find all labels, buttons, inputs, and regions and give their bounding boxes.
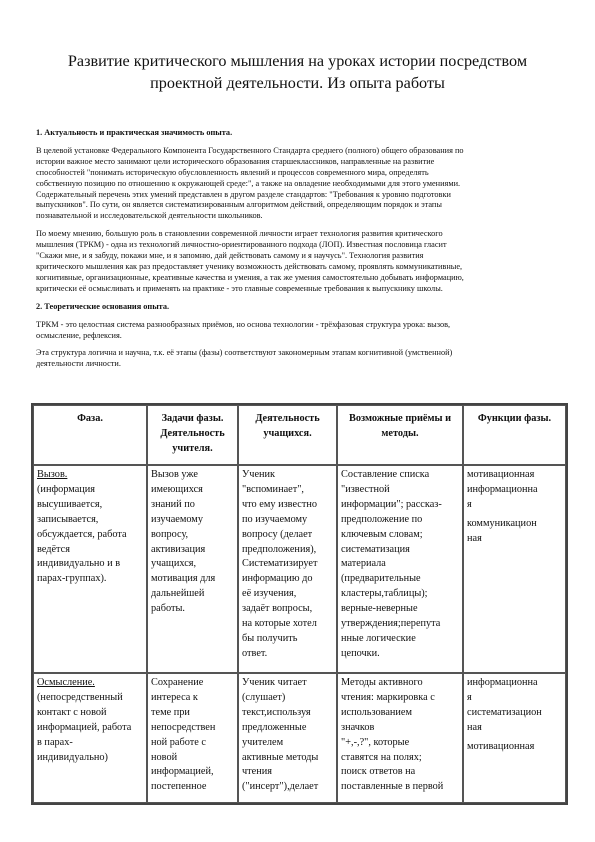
cell-line: чтения: [242, 766, 273, 778]
cell-line: её изучения,: [242, 588, 297, 600]
text-line: осмысление, рефлексия.: [36, 330, 122, 340]
cell-line: бы получить: [242, 632, 298, 644]
cell-line: непосредствен: [151, 721, 216, 733]
cell-line: активные методы: [242, 751, 319, 763]
cell-line: индивидуально): [37, 751, 108, 763]
cell-line: (информация: [37, 483, 96, 495]
cell-line: ("инсерт"),делает: [242, 781, 319, 793]
cell-line: поставленные в первой: [341, 781, 444, 793]
cell-tasks: [147, 673, 238, 803]
cell-line: (непосредственный: [37, 691, 123, 703]
cell-line: информацию до: [242, 573, 313, 585]
cell-line: использованием: [341, 706, 412, 718]
cell-line: Составление списка: [341, 469, 430, 480]
text-line: По моему мнению, большую роль в становлении современной личности играет технология развития критического: [36, 229, 443, 239]
cell-students: [238, 465, 337, 673]
cell-line: текст,используя: [242, 706, 311, 718]
text-line: способностей "понимать историческую обусловленность явлений и процессов современного мира, определять: [36, 167, 429, 177]
cell-line: ная: [467, 532, 482, 544]
text-line: деятельности личности.: [36, 359, 121, 369]
header-text: Функции фазы.: [477, 413, 552, 424]
cell-functions: [463, 465, 566, 673]
text-line: Эта структура логична и научна, т.к. её этапы (фазы) соответствуют закономерным этапам когнитивной (умственной): [36, 348, 453, 358]
cell-line: контакт с новой: [37, 706, 107, 718]
header-text: Возможные приёмы и: [348, 413, 452, 424]
text-line: выпускников". По сути, он является систематизированным алгоритмом действий, определяющим порядок и этапы: [36, 200, 442, 210]
cell-line: коммуникацион: [467, 517, 537, 529]
text-line: Содержательный перечень этих умений представлен в другом разделе стандартов: "Требования к уровню подготовки: [36, 189, 451, 199]
cell-line: работы.: [151, 603, 185, 615]
cell-line: ключевым словам;: [341, 528, 423, 540]
cell-line: Вызов уже: [151, 469, 198, 480]
cell-line: ответ.: [242, 647, 268, 659]
title-line-2: проектной деятельности. Из опыта работы: [150, 74, 445, 92]
cell-line: мотивация для: [151, 573, 216, 585]
text-line: мышления (ТРКМ) - одна из технологий личностно-ориентированного подхода (ЛОП). Известная пословица гласит: [36, 240, 447, 250]
header-text: Деятельность: [255, 413, 320, 424]
header-text: методы.: [381, 427, 419, 439]
phases-table: [31, 403, 568, 805]
cell-line: нные логические: [341, 632, 416, 644]
cell-line: интереса к: [151, 691, 198, 703]
cell-line: Ученик: [242, 469, 276, 480]
cell-line: что ему известно: [242, 498, 318, 510]
text-line: познавательной и исследовательской деятельности школьников.: [36, 211, 263, 221]
cell-line: кластеры,таблицы);: [341, 588, 428, 600]
table-row: [33, 673, 566, 803]
cell-line: учителем: [242, 736, 284, 748]
cell-line: имеющихся: [151, 483, 203, 495]
cell-line: по изучаемому: [242, 513, 308, 525]
table-header-row: [33, 405, 566, 465]
cell-line: систематизацион: [467, 706, 542, 718]
cell-line: Систематизирует: [242, 558, 318, 570]
cell-line: верные-неверные: [341, 603, 418, 615]
cell-line: я: [467, 498, 472, 510]
cell-line: дальнейшей: [151, 588, 205, 600]
document-title: [40, 50, 555, 94]
section-1: [36, 128, 563, 370]
cell-line: обсуждается, работа: [37, 528, 127, 540]
cell-line: (слушает): [242, 691, 286, 703]
cell-line: информационна: [467, 677, 538, 688]
header-functions: [463, 405, 566, 465]
text-line: критически её осмысливать и применять на практике - это главные современные требования к выпускнику школы.: [36, 283, 443, 293]
header-text: учащихся.: [263, 427, 312, 439]
cell-line: высушивается,: [37, 498, 103, 510]
header-text: учителя.: [172, 442, 213, 454]
section-2-paragraph-1: [36, 320, 563, 342]
cell-line: задаёт вопросы,: [242, 603, 313, 615]
cell-line: знаний по: [151, 498, 195, 510]
cell-line: информационна: [467, 483, 538, 495]
cell-line: ставятся на полях;: [341, 751, 422, 763]
cell-line: информацией,: [151, 766, 214, 778]
title-line-1: Развитие критического мышления на уроках истории посредством: [67, 52, 528, 70]
cell-line: (предварительные: [341, 573, 421, 585]
section-1-heading: 1. Актуальность и практическая значимость опыта.: [36, 128, 233, 137]
cell-line: на которые хотел: [242, 618, 317, 630]
header-students: [238, 405, 337, 465]
header-text: Деятельность: [160, 427, 225, 439]
text-line: В целевой установке Федерального Компонента Государственного Стандарта среднего (полного) общего образования по: [36, 145, 464, 155]
cell-line: поиск ответов на: [341, 766, 416, 778]
cell-phase: [33, 465, 147, 673]
header-text: Фаза.: [77, 413, 103, 424]
cell-line: предположение по: [341, 513, 423, 525]
cell-line: учащихся,: [151, 558, 197, 570]
phase-title: Вызов.: [37, 469, 68, 480]
cell-line: "известной: [341, 483, 390, 495]
cell-line: записывается,: [37, 513, 99, 525]
cell-line: мотивационная: [467, 469, 535, 480]
cell-line: Сохранение: [151, 677, 204, 688]
cell-line: цепочки.: [341, 647, 380, 659]
cell-line: вопросу,: [151, 528, 189, 540]
cell-line: информации"; рассказ-: [341, 498, 442, 510]
cell-line: Методы активного: [341, 677, 423, 688]
cell-line: Ученик читает: [242, 677, 307, 688]
cell-functions: [463, 673, 566, 803]
cell-line: ная: [467, 721, 482, 733]
text-line: истории важное место занимают цели исторического образования старшеклассников, направленные на развитие: [36, 156, 435, 166]
text-line: собственную позицию по отношению к окружающей среде:", а также на овладение необходимыми для этого умениями.: [36, 178, 461, 188]
cell-line: "вспоминает",: [242, 483, 304, 495]
cell-line: теме при: [151, 706, 190, 718]
section-2-paragraph-2: [36, 348, 563, 370]
cell-line: утверждения;перепута: [341, 618, 441, 630]
text-line: когнитивные, организационные, креативные качества и умения, а так же умения самостоятельно добывать информацию,: [36, 272, 464, 282]
cell-line: значков: [341, 721, 375, 733]
cell-line: предположения),: [242, 543, 317, 555]
cell-line: парах-группах).: [37, 573, 107, 585]
section-1-paragraph-1: [36, 146, 563, 222]
section-1-paragraph-2: [36, 229, 563, 294]
cell-line: информацией, работа: [37, 721, 132, 733]
cell-line: постепенное: [151, 781, 207, 793]
cell-line: "+,-,?", которые: [341, 736, 410, 748]
cell-line: в парах-: [37, 736, 73, 748]
cell-line: ведётся: [37, 543, 70, 555]
cell-line: систематизация: [341, 543, 410, 555]
section-2-heading: 2. Теоретические основания опыта.: [36, 301, 170, 311]
cell-methods: [337, 465, 463, 673]
cell-students: [238, 673, 337, 803]
cell-line: предложенные: [242, 721, 307, 733]
cell-methods: [337, 673, 463, 803]
cell-line: изучаемому: [151, 513, 203, 525]
cell-line: мотивационная: [467, 740, 535, 752]
cell-line: индивидуально и в: [37, 558, 121, 570]
cell-line: ной работе с: [151, 736, 206, 748]
cell-line: я: [467, 691, 472, 703]
cell-phase: [33, 673, 147, 803]
header-tasks: [147, 405, 238, 465]
cell-line: вопросу (делает: [242, 528, 313, 540]
cell-tasks: [147, 465, 238, 673]
cell-line: материала: [341, 558, 386, 570]
header-methods: [337, 405, 463, 465]
text-line: критического мышления как раз предоставляет ученику возможность действовать самому, проявлять коммуникативные,: [36, 261, 463, 271]
cell-line: активизация: [151, 543, 206, 555]
header-text: Задачи фазы.: [161, 413, 224, 424]
cell-line: новой: [151, 751, 178, 763]
cell-line: чтения: маркировка с: [341, 691, 435, 703]
header-phase: [33, 405, 147, 465]
text-line: ТРКМ - это целостная система разнообразных приёмов, но основа технологии - трёхфазовая структура урока: вызов,: [36, 319, 451, 329]
table-row: [33, 465, 566, 673]
text-line: "Скажи мне, и я забуду, покажи мне, и я запомню, дай действовать самому и я научусь". Технология развития: [36, 251, 424, 261]
phase-title: Осмысление.: [37, 677, 95, 688]
